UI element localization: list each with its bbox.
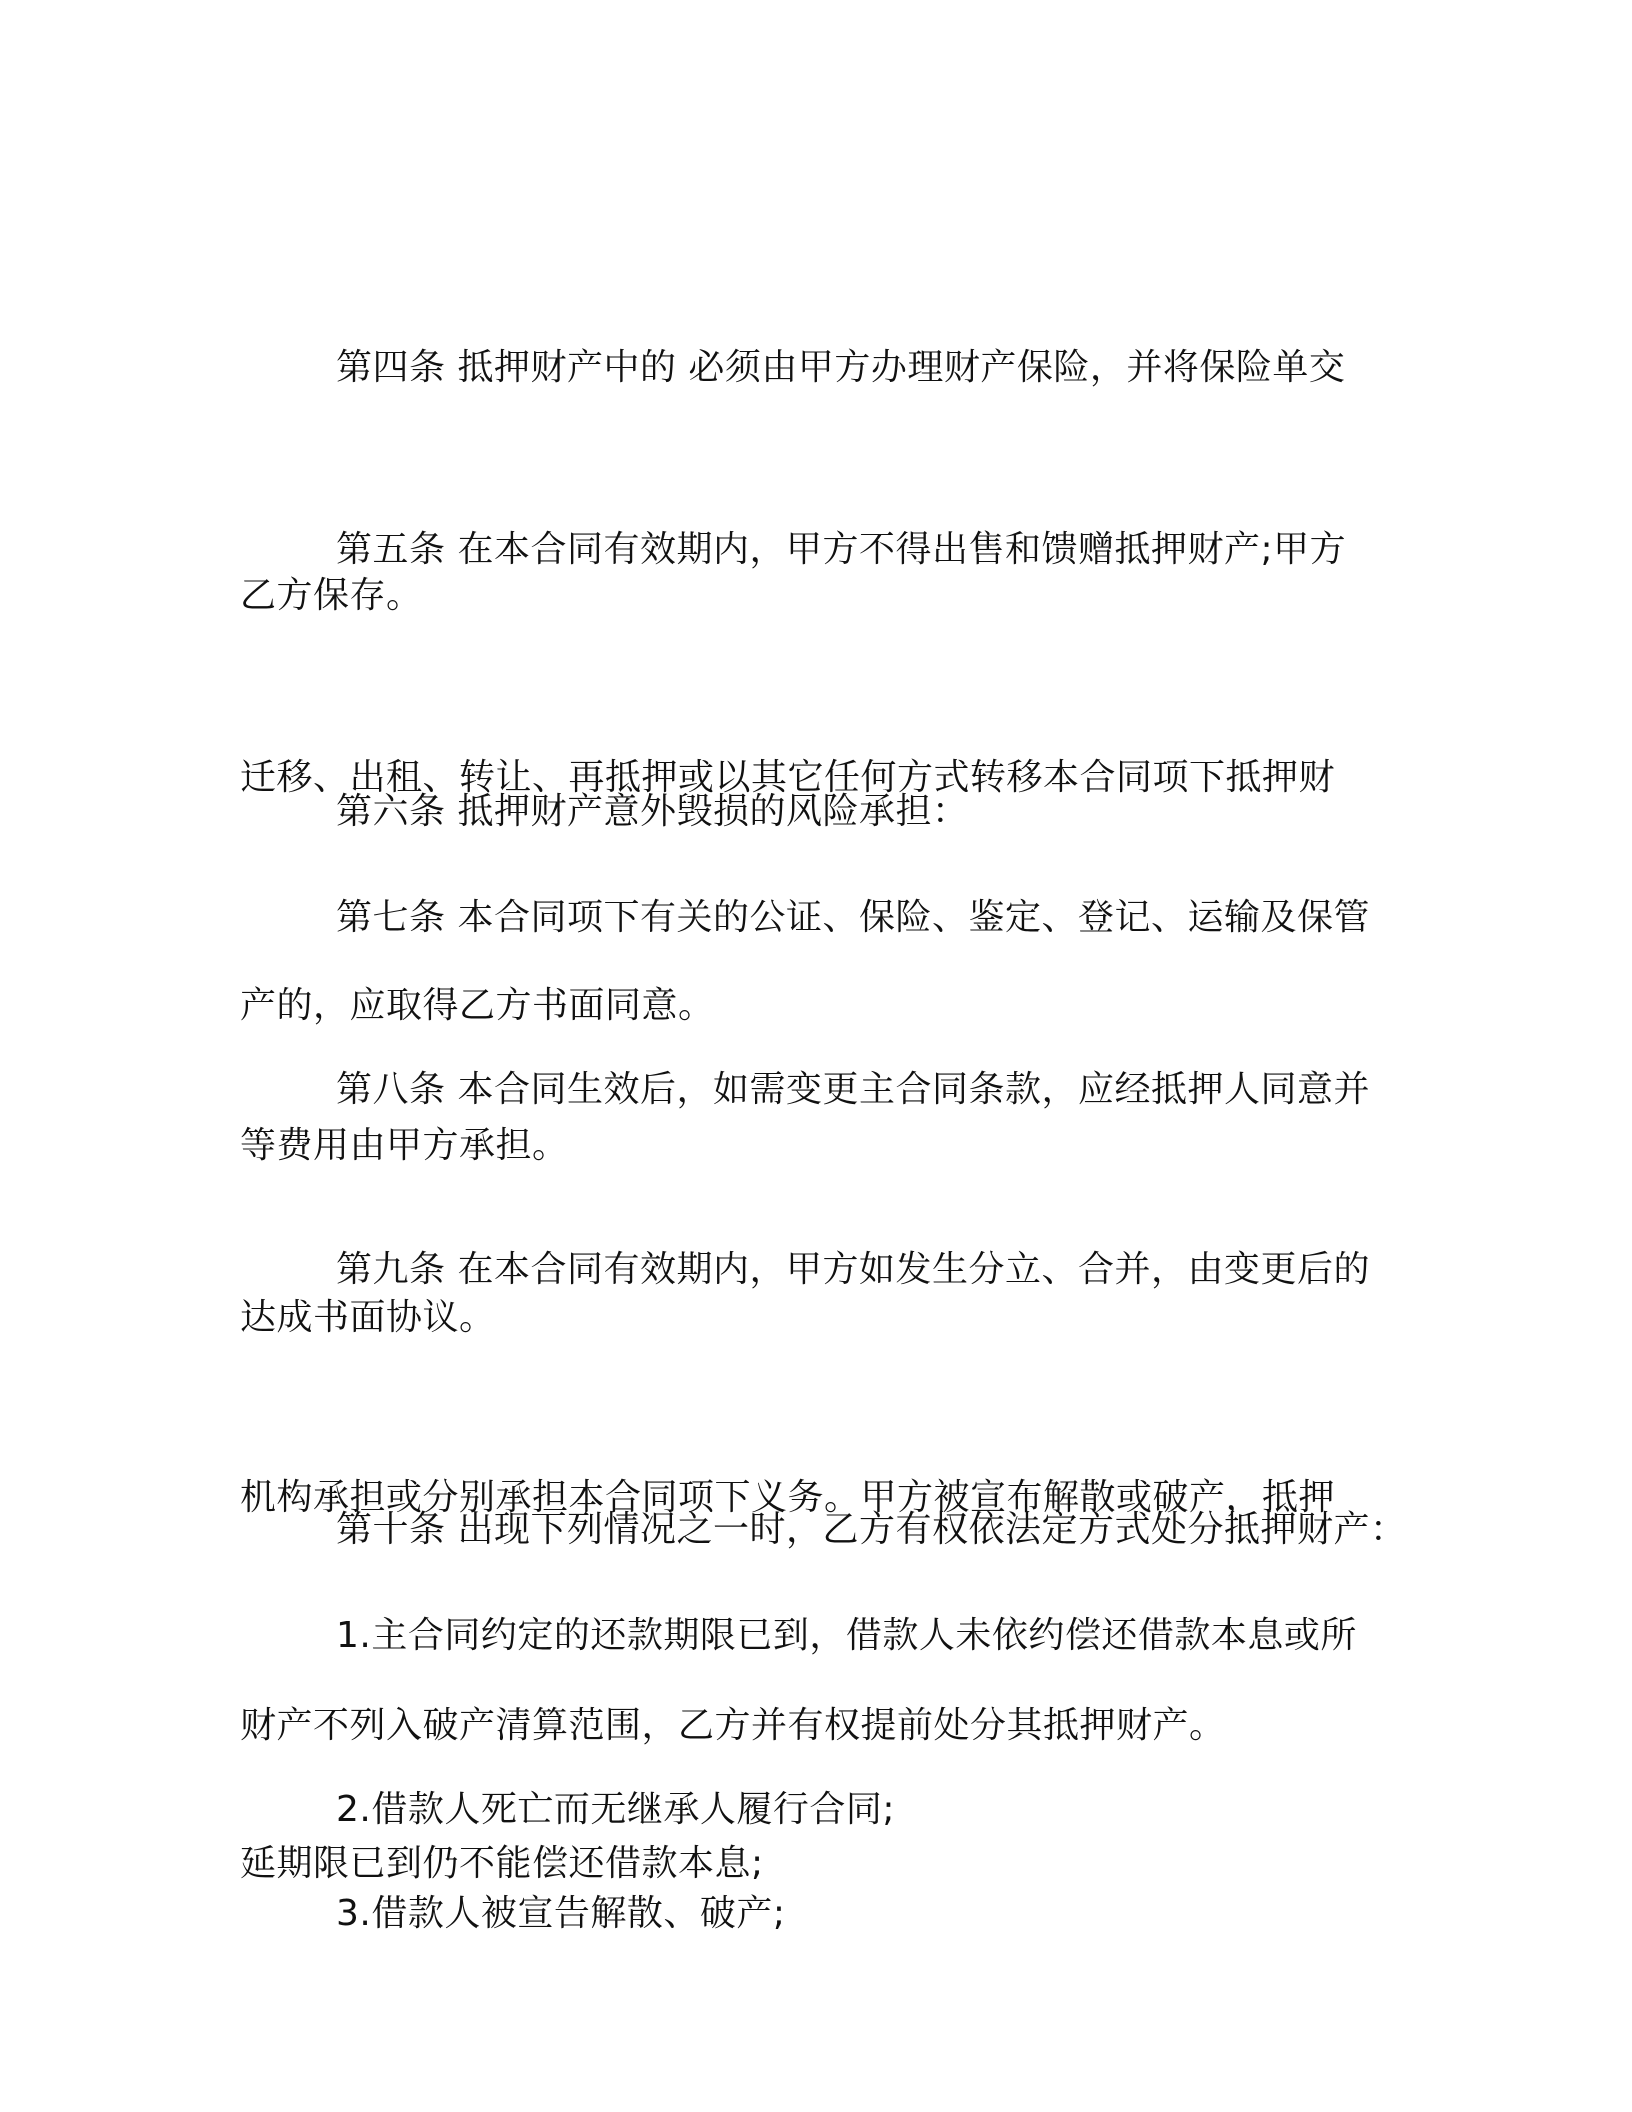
paragraph-line: 延期限已到仍不能偿还借款本息; (240, 1843, 764, 1884)
paragraph-line: 达成书面协议。 (240, 1297, 496, 1338)
paragraph-line: 第十条 出现下列情况之一时，乙方有权依法定方式处分抵押财产： (336, 1509, 1407, 1550)
paragraph-line: 1.主合同约定的还款期限已到，借款人未依约偿还借款本息或所 (336, 1615, 1357, 1656)
paragraph-line: 等费用由甲方承担。 (240, 1125, 569, 1166)
paragraph-line: 财产不列入破产清算范围，乙方并有权提前处分其抵押财产。 (240, 1705, 1226, 1746)
paragraph-line: 迁移、出租、转让、再抵押或以其它任何方式转移本合同项下抵押财 (240, 757, 1336, 798)
paragraph-line: 乙方保存。 (240, 575, 423, 616)
paragraph-line: 第六条 抵押财产意外毁损的风险承担： (336, 791, 969, 832)
paragraph-line: 3.借款人被宣告解散、破产; (336, 1893, 786, 1934)
paragraph-line: 第四条 抵押财产中的 必须由甲方办理财产保险，并将保险单交 (336, 347, 1346, 388)
paragraph-line: 第八条 本合同生效后，如需变更主合同条款，应经抵押人同意并 (336, 1069, 1370, 1110)
paragraph-line: 第九条 在本合同有效期内，甲方如发生分立、合并，由变更后的 (336, 1249, 1370, 1290)
paragraph-line: 2.借款人死亡而无继承人履行合同; (336, 1789, 895, 1830)
condition-3-paragraph (240, 1724, 1440, 2104)
paragraph-line: 机构承担或分别承担本合同项下义务。甲方被宣布解散或破产，抵押 (240, 1477, 1336, 1518)
paragraph-line: 第五条 在本合同有效期内，甲方不得出售和馈赠抵押财产;甲方 (336, 529, 1347, 570)
paragraph-line: 产的，应取得乙方书面同意。 (240, 985, 715, 1026)
paragraph-line: 第七条 本合同项下有关的公证、保险、鉴定、登记、运输及保管 (336, 897, 1370, 938)
